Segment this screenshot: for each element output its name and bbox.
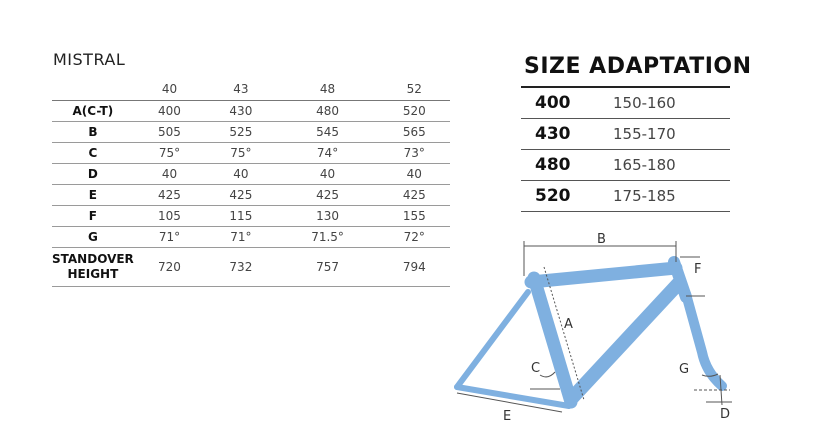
cell: 71.5°: [277, 227, 379, 248]
cell: 720: [134, 248, 205, 287]
cell: 505: [134, 122, 205, 143]
cell: 425: [205, 185, 276, 206]
height-range: 155-170: [613, 119, 730, 150]
row-label: A(C-T): [52, 101, 134, 122]
cell: 130: [277, 206, 379, 227]
header-size: 43: [205, 78, 276, 101]
row-label-line: STANDOVER: [52, 252, 134, 266]
cell: 757: [277, 248, 379, 287]
fork: [686, 294, 722, 386]
size-adaptation-title: SIZE ADAPTATION: [524, 54, 752, 79]
cell: 430: [205, 101, 276, 122]
cell: 40: [277, 164, 379, 185]
height-range: 165-180: [613, 150, 730, 181]
cell: 520: [379, 101, 450, 122]
height-range: 150-160: [613, 87, 730, 119]
row-label: E: [52, 185, 134, 206]
row-label: F: [52, 206, 134, 227]
dim-label-E: E: [503, 409, 512, 424]
size-value: 430: [521, 119, 613, 150]
cell: 72°: [379, 227, 450, 248]
cell: 565: [379, 122, 450, 143]
row-label: C: [52, 143, 134, 164]
header-size: 40: [134, 78, 205, 101]
cell: 794: [379, 248, 450, 287]
geometry-title: MISTRAL: [53, 50, 126, 69]
cell: 73°: [379, 143, 450, 164]
dim-label-F: F: [694, 262, 702, 277]
header-size: 52: [379, 78, 450, 101]
cell: 155: [379, 206, 450, 227]
cell: 480: [277, 101, 379, 122]
cell: 40: [205, 164, 276, 185]
cell: 71°: [134, 227, 205, 248]
dim-label-G: G: [679, 362, 690, 377]
cell: 425: [134, 185, 205, 206]
row-label: B: [52, 122, 134, 143]
size-value: 520: [521, 181, 613, 212]
cell: 732: [205, 248, 276, 287]
cell: 74°: [277, 143, 379, 164]
height-range: 175-185: [613, 181, 730, 212]
cell: 400: [134, 101, 205, 122]
seat-stay: [457, 292, 528, 387]
row-label: D: [52, 164, 134, 185]
cell: 425: [277, 185, 379, 206]
cell: 40: [379, 164, 450, 185]
dim-label-C: C: [531, 361, 541, 376]
size-value: 400: [521, 87, 613, 119]
row-label: G: [52, 227, 134, 248]
cell: 105: [134, 206, 205, 227]
size-value: 480: [521, 150, 613, 181]
dim-label-D: D: [720, 407, 731, 422]
row-label-line: HEIGHT: [67, 267, 119, 281]
cell: 115: [205, 206, 276, 227]
dim-label-A: A: [564, 317, 573, 332]
header-size: 48: [277, 78, 379, 101]
cell: 545: [277, 122, 379, 143]
cell: 71°: [205, 227, 276, 248]
cell: 75°: [134, 143, 205, 164]
cell: 425: [379, 185, 450, 206]
top-tube: [531, 268, 676, 282]
dim-label-B: B: [597, 232, 606, 247]
cell: 40: [134, 164, 205, 185]
down-tube: [572, 284, 678, 398]
bike-frame: [457, 262, 722, 406]
cell: 525: [205, 122, 276, 143]
cell: 75°: [205, 143, 276, 164]
